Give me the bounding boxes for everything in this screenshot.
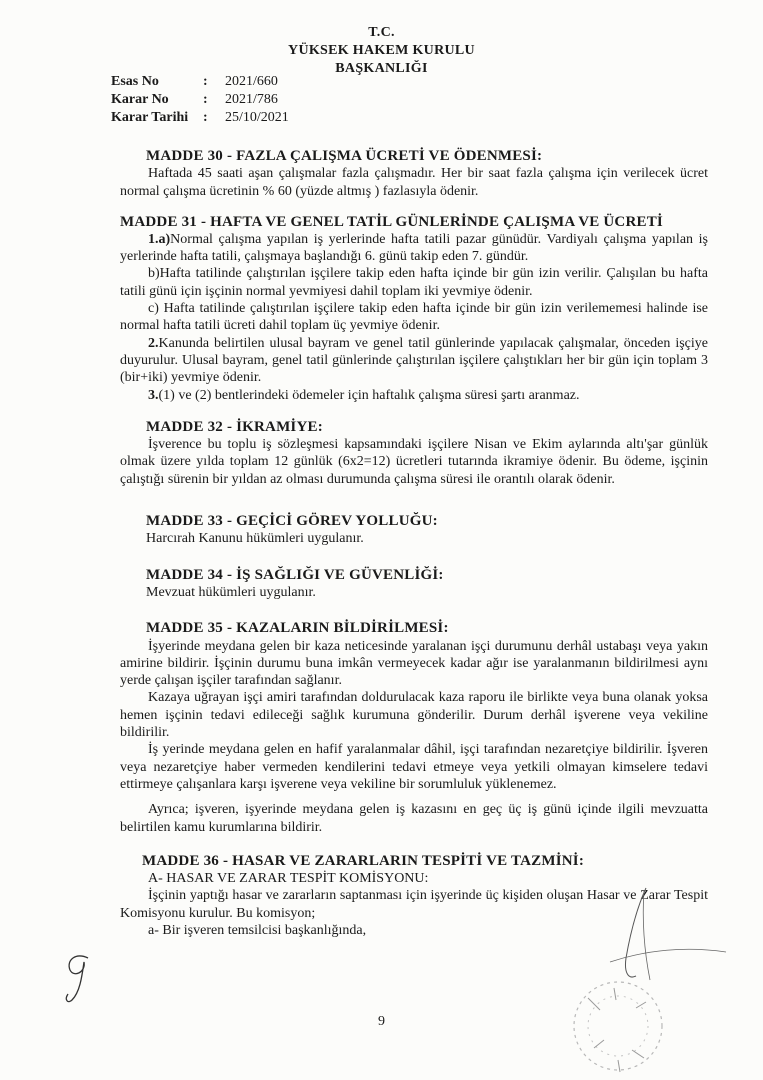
article-30-paragraph: Haftada 45 saati aşan çalışmalar fazla çalışmadır. Her bir saat fazla çalışma için verilecek ücret normal çalışma ücretinin % 60 (yüzde altmış ) fazlasıyla ödenir. [120,166,708,199]
article-33-heading: MADDE 33 - GEÇİCİ GÖREV YOLLUĞU: [146,513,438,530]
article-31-paragraph-3: c) Hafta tatilinde çalıştırılan işçilere takip eden hafta içinde bir gün izin verilememesi halinde ise normal hafta tatili ücreti dahil toplam üç yevmiye ödenir. [120,301,708,334]
case-number-value: 2021/660 [225,74,278,89]
article-36-paragraph-1: İşçinin yaptığı hasar ve zararların saptanması için işyerinde üç kişiden oluşan Hasar ve Zarar Tespit Komisyonu kurulur. Bu komisyon; [120,888,708,921]
article-31-paragraph-5 [120,387,708,404]
article-31-paragraph-1 [120,231,708,266]
article-35-paragraph-1: İşyerinde meydana gelen bir kaza neticesinde yaralanan işçi durumunu derhâl ustabaşı veya yakın amirine bildirir. İşçinin durumu buna imkân vermeyecek kadar ağır ise yaralanmanın bildirilmesi aynı yerde çalışan işçiler tarafından sağlanır. [120,638,708,689]
decision-number-colon: : [203,92,208,107]
decision-number-row [111,91,289,109]
article-35-paragraph-3: İş yerinde meydana gelen en hafif yaralanmalar dâhil, işçi tarafından nezaretçiye bildirilir. İşveren veya nezaretçiye haber vermeden kendilerini tedavi etmeye veya yetkili olmayan kimselere tedavi ettirmeye çalışanlara karşı işverene veya vekiline bir sorumluluk yüklenemez. [120,742,708,792]
official-seal-stamp [548,968,688,1078]
case-number-row [111,73,289,91]
article-35-paragraph-4: Ayrıca; işveren, işyerinde meydana gelen iş kazasını en geç üç iş günü içinde ilgili mevzuatta belirtilen kamu kurumlarına bildirir. [120,802,708,835]
article-32-heading: MADDE 32 - İKRAMİYE: [146,418,323,435]
article-35-heading: MADDE 35 - KAZALARIN BİLDİRİLMESİ: [146,620,449,637]
article-31-item-2-text: Kanunda belirtilen ulusal bayram ve genel tatil günlerinde yapılacak çalışmalar, önceden işçiye duyurulur. Ulusal bayram, genel tatil günlerinde çalıştırılan işçilere çalıştıkları her bir gün için toplam 3 (bir+iki) yevmiye ödenir. [120,335,708,386]
article-30-heading: MADDE 30 - FAZLA ÇALIŞMA ÜCRETİ VE ÖDENMESİ: [146,148,543,164]
decision-number-value: 2021/786 [225,92,278,107]
article-31-item-1a-text: Normal çalışma yapılan iş yerlerinde hafta tatili pazar günüdür. Vardiyalı çalışma yapılan iş yerlerinde hafta tatili, çalışmaya başlandığı 6. günü takip eden 7. gündür. [120,231,708,265]
header-line-institution: YÜKSEK HAKEM KURULU [288,43,475,58]
article-34-heading: MADDE 34 - İŞ SAĞLIĞI VE GÜVENLİĞİ: [146,566,444,583]
document-header [0,24,763,78]
article-32-paragraph: İşverence bu toplu iş sözleşmesi kapsamındaki işçilere Nisan ve Ekim aylarında altı'şar günlük olmak üzere yılda toplam 12 günlük (6x2=12) ücretleri tutarında ikramiye ödenir. Bu ödeme, işçinin çalıştığı sürenin bir yıldan az olması durumunda çalışma süresi ile orantılı olarak ödenir. [120,437,708,487]
article-31-item-2-marker: 2. [148,335,159,351]
article-31-item-3-text: (1) ve (2) bentlerindeki ödemeler için haftalık çalışma süresi şartı aranmaz. [158,387,580,403]
case-number-label: Esas No [111,74,159,89]
article-31-paragraph-2: b)Hafta tatilinde çalıştırılan işçilere takip eden hafta içinde bir gün izin verilir. Çalışılan bu hafta tatili günü için işçinin normal yevmiyesi dahil toplam iki yevmiye ödenir. [120,266,708,299]
decision-date-row [111,109,289,127]
article-36-subheading: A- HASAR VE ZARAR TESPİT KOMİSYONU: [148,871,429,887]
decision-number-label: Karar No [111,92,169,107]
initials-signature [58,948,98,1008]
header-line-presidency: BAŞKANLIĞI [335,61,428,76]
article-33-paragraph: Harcırah Kanunu hükümleri uygulanır. [146,531,364,547]
page-number: 9 [378,1014,385,1029]
article-36-paragraph-2: a- Bir işveren temsilcisi başkanlığında, [148,922,367,938]
article-34-paragraph: Mevzuat hükümleri uygulanır. [146,584,316,600]
decision-date-colon: : [203,110,208,125]
article-31-item-3-marker: 3. [148,387,159,403]
decision-date-value: 25/10/2021 [225,110,289,125]
case-info [111,73,289,127]
decision-date-label: Karar Tarihi [111,110,189,125]
article-35-paragraph-2: Kazaya uğrayan işçi amiri tarafından doldurulacak kaza raporu ile birlikte veya buna olanak yoksa hemen işçinin tedavi edileceği sağlık kurumuna gönderilir. Durum derhâl işverene veya vekiline bildirilir. [120,690,708,741]
article-36-heading: MADDE 36 - HASAR VE ZARARLARIN TESPİTİ VE TAZMİNİ: [142,852,585,869]
article-31-paragraph-4 [120,335,708,387]
header-line-tc: T.C. [368,25,395,40]
article-31-heading: MADDE 31 - HAFTA VE GENEL TATİL GÜNLERİNDE ÇALIŞMA VE ÜCRETİ [120,213,663,230]
case-number-colon: : [203,74,208,89]
article-31-item-1a-marker: 1.a) [148,231,171,247]
document-body [120,148,708,939]
